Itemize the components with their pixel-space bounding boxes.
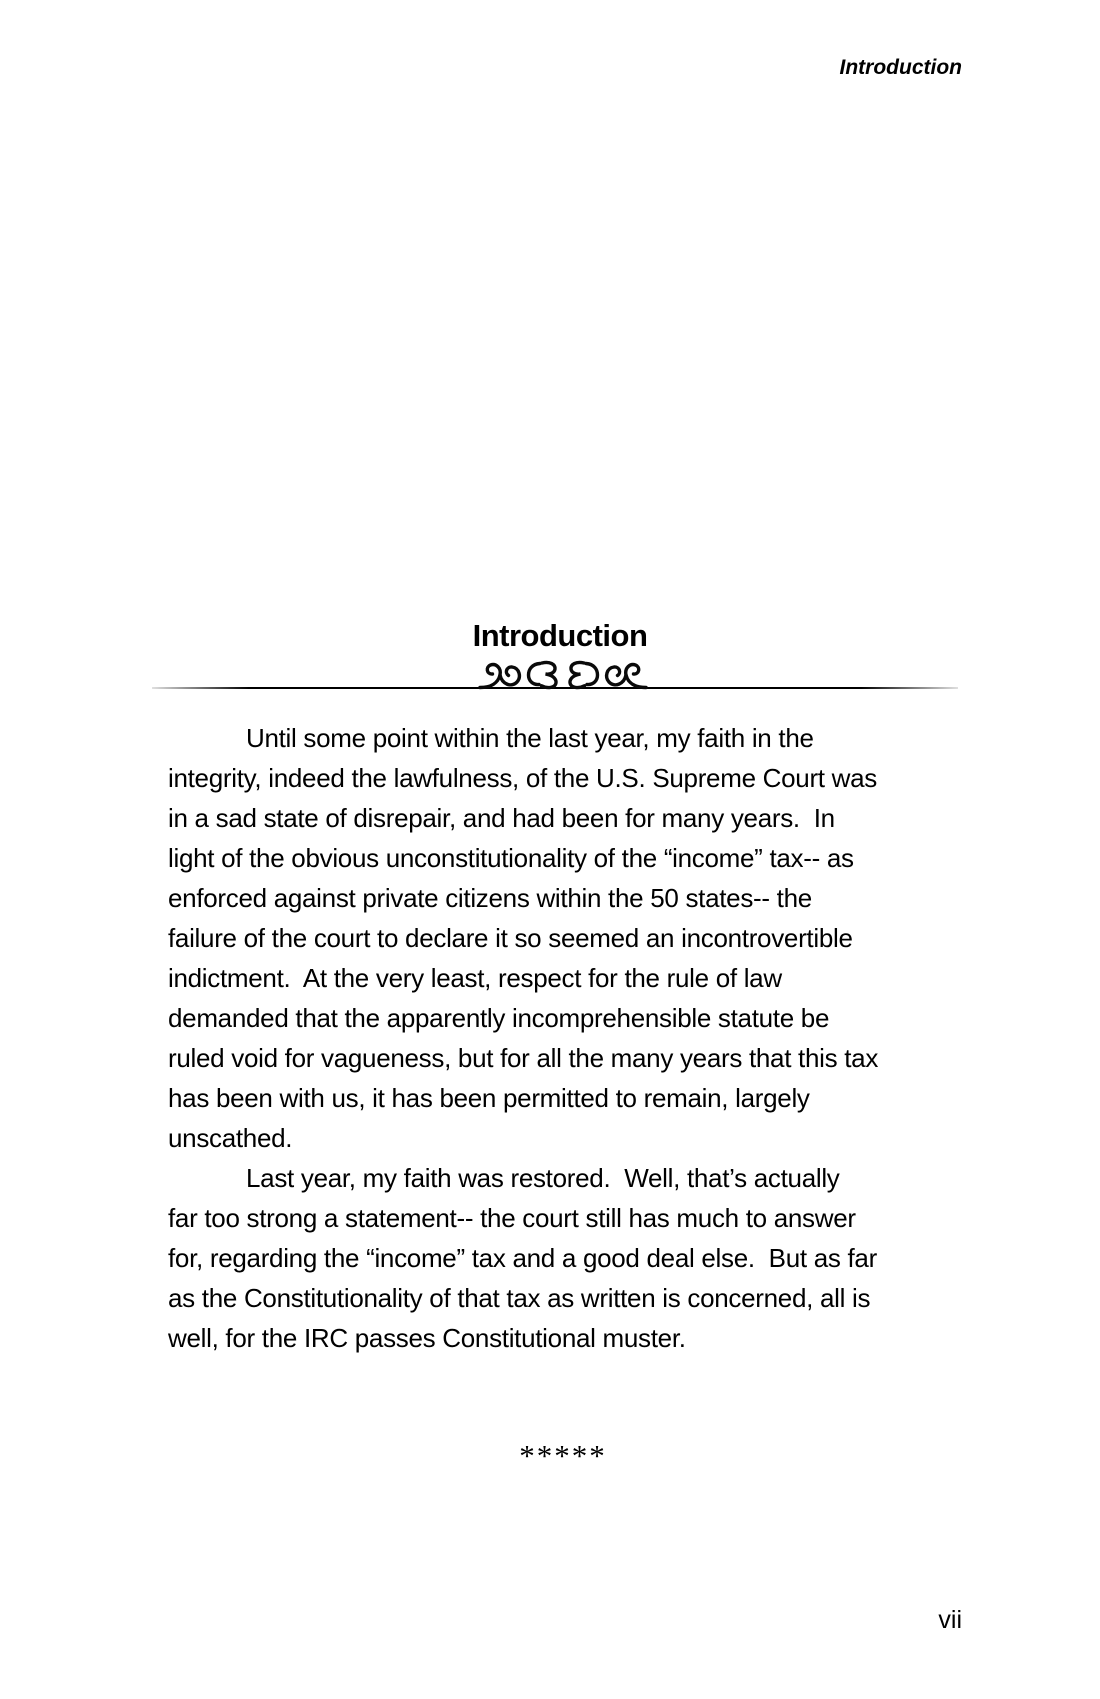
page-number: vii <box>938 1606 962 1634</box>
body-line: unscathed. <box>168 1123 293 1153</box>
chapter-title: Introduction <box>472 618 648 653</box>
body-line: well, for the IRC passes Constitutional muster. <box>168 1323 686 1353</box>
section-break-asterisks: ***** <box>519 1438 607 1473</box>
body-line: indictment. At the very least, respect for the rule of law <box>168 963 782 993</box>
body-line: as the Constitutionality of that tax as written is concerned, all is <box>168 1283 871 1313</box>
body-line: has been with us, it has been permitted to remain, largely <box>168 1083 810 1113</box>
running-header-title: Introduction <box>839 56 962 79</box>
body-line: Last year, my faith was restored. Well, that’s actually <box>246 1163 840 1193</box>
fleuron-ornament-icon <box>478 654 648 694</box>
body-line: enforced against private citizens within the 50 states-- the <box>168 883 812 913</box>
body-line: in a sad state of disrepair, and had been for many years. In <box>168 803 835 833</box>
body-line: failure of the court to declare it so seemed an incontrovertible <box>168 923 853 953</box>
body-line: Until some point within the last year, my faith in the <box>246 723 814 753</box>
body-line: ruled void for vagueness, but for all the many years that this tax <box>168 1043 879 1073</box>
body-line: for, regarding the “income” tax and a good deal else. But as far <box>168 1243 877 1273</box>
body-line: far too strong a statement-- the court still has much to answer <box>168 1203 856 1233</box>
body-line: integrity, indeed the lawfulness, of the U.S. Supreme Court was <box>168 763 877 793</box>
body-line: light of the obvious unconstitutionality of the “income” tax-- as <box>168 843 854 873</box>
body-line: demanded that the apparently incomprehensible statute be <box>168 1003 830 1033</box>
body-text-block <box>168 718 960 1358</box>
